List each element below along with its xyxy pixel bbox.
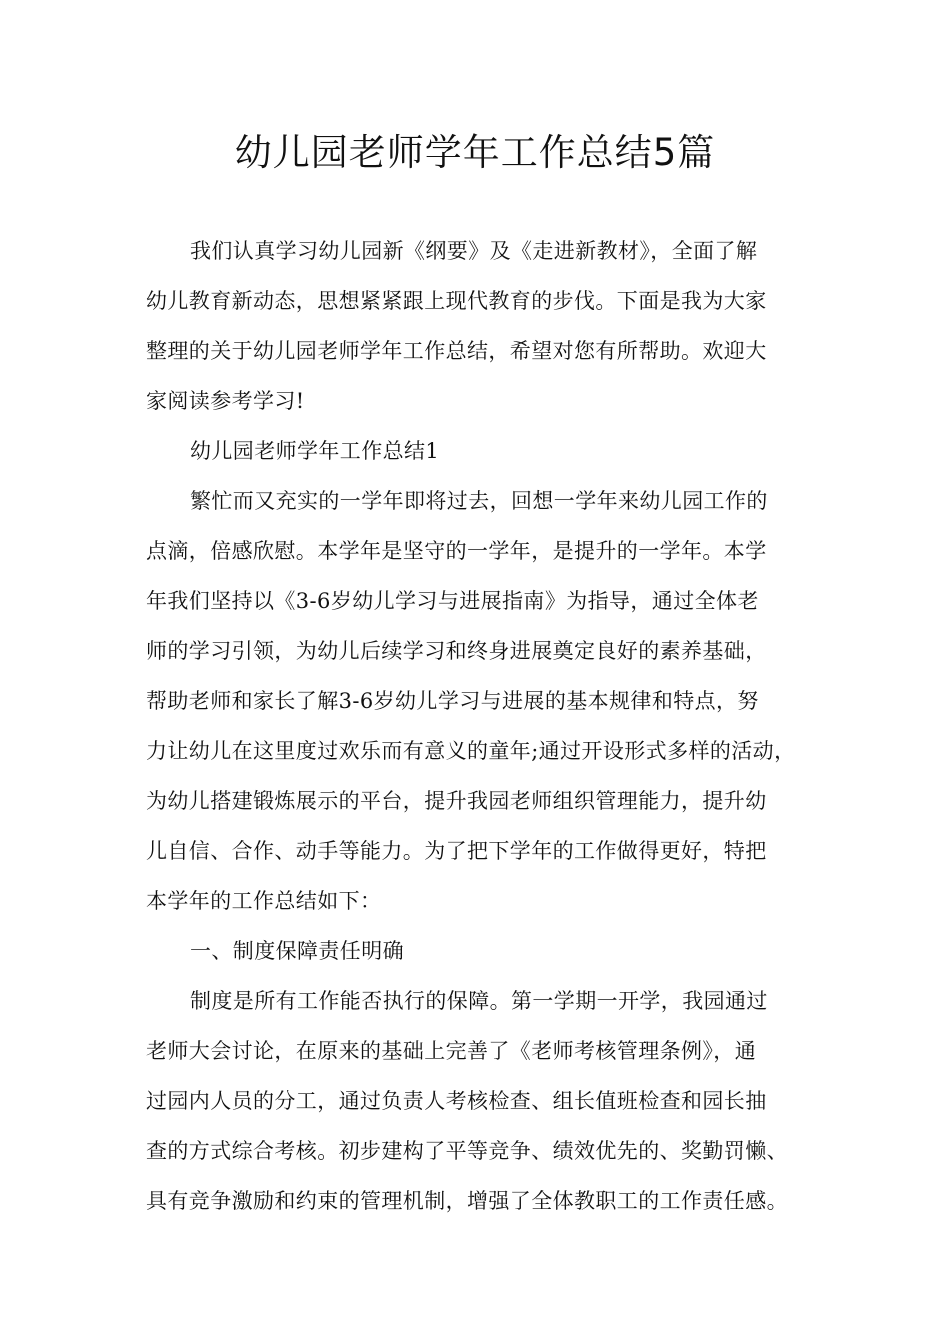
document-title: 幼儿园老师学年工作总结5篇	[234, 131, 716, 174]
body-paragraph-line: 查的方式综合考核。初步建构了平等竞争、绩效优先的、奖勤罚懒、	[146, 1139, 788, 1163]
body-paragraph-line: 本学年的工作总结如下：	[146, 889, 382, 913]
section-heading: 幼儿园老师学年工作总结1	[190, 439, 440, 463]
body-paragraph-line: 点滴，倍感欣慰。本学年是坚守的一学年，是提升的一学年。本学	[146, 539, 767, 563]
subsection-heading: 一、制度保障责任明确	[190, 939, 404, 963]
body-paragraph-line: 帮助老师和家长了解3-6岁幼儿学习与进展的基本规律和特点，努	[146, 689, 759, 713]
body-paragraph-line: 繁忙而又充实的一学年即将过去，回想一学年来幼儿园工作的	[190, 489, 768, 513]
intro-paragraph-line: 我们认真学习幼儿园新《纲要》及《走进新教材》，全面了解	[190, 239, 758, 263]
body-paragraph-line: 制度是所有工作能否执行的保障。第一学期一开学，我园通过	[190, 989, 768, 1013]
body-paragraph-line: 为幼儿搭建锻炼展示的平台，提升我园老师组织管理能力，提升幼	[146, 789, 767, 813]
body-paragraph-line: 儿自信、合作、动手等能力。为了把下学年的工作做得更好，特把	[146, 839, 767, 863]
body-paragraph-line: 年我们坚持以《3-6岁幼儿学习与进展指南》为指导，通过全体老	[146, 589, 759, 613]
intro-paragraph-line: 家阅读参考学习!	[146, 389, 305, 413]
body-paragraph-line: 力让幼儿在这里度过欢乐而有意义的童年;通过开设形式多样的活动，	[146, 739, 796, 763]
body-paragraph-line: 师的学习引领，为幼儿后续学习和终身进展奠定良好的素养基础，	[146, 639, 767, 663]
intro-paragraph-line: 整理的关于幼儿园老师学年工作总结，希望对您有所帮助。欢迎大	[146, 339, 767, 363]
intro-paragraph-line: 幼儿教育新动态，思想紧紧跟上现代教育的步伐。下面是我为大家	[146, 289, 767, 313]
body-paragraph-line: 具有竞争激励和约束的管理机制，增强了全体教职工的工作责任感。	[146, 1189, 788, 1213]
body-paragraph-line: 老师大会讨论，在原来的基础上完善了《老师考核管理条例》，通	[146, 1039, 757, 1063]
body-paragraph-line: 过园内人员的分工，通过负责人考核检查、组长值班检查和园长抽	[146, 1089, 767, 1113]
